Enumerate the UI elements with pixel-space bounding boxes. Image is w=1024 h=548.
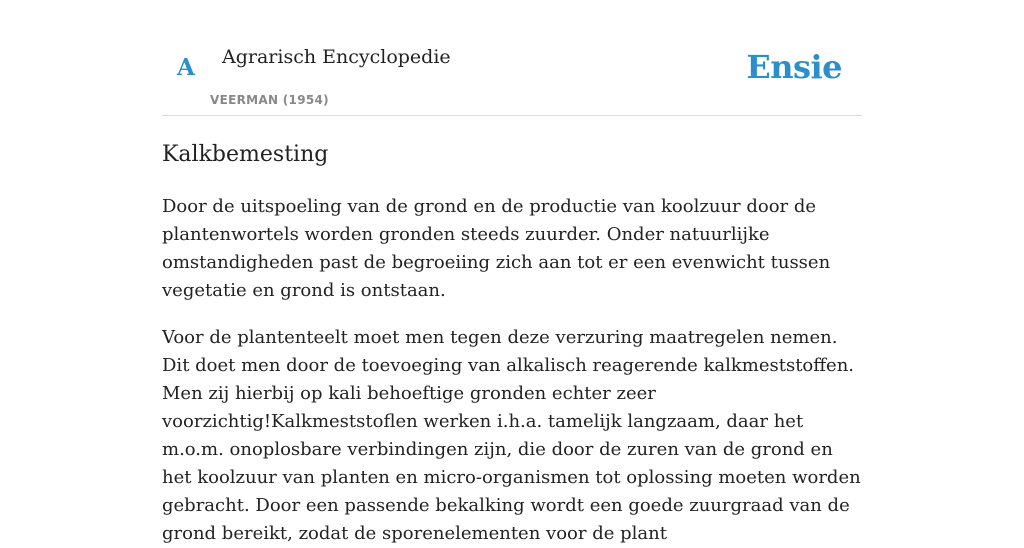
article-paragraph-2: Voor de plantenteelt moet men tegen deze verzuring maatregelen nemen. Dit doet men door de toevoeging van alkalisch reagerende kalkmeststoffen. Men zij hierbij op kali behoeftige gronden echter zeer voorzichtig!Kalkmeststoflen werken i.h.a. tamelijk langzaam, daar het m.o.m. onoplosbare verbindingen zijn, die door de zuren van de grond en het koolzuur van planten en micro-organismen tot oplossing moeten worden gebracht. Door een passende bekalking wordt een goede zuurgraad van de grond bereikt, zodat de sporenelementen voor de plant xyxy=(162,327,861,545)
letter-index-link[interactable]: A xyxy=(177,54,195,81)
encyclopedia-title-link[interactable]: Agrarisch Encyclopedie xyxy=(222,46,451,68)
header xyxy=(162,0,862,116)
content-container xyxy=(162,0,862,548)
article-paragraph-1: Door de uitspoeling van de grond en de productie van koolzuur door de plantenwortels worden gronden steeds zuurder. Onder natuurlijke omstandigheden past de begroeiing zich aan tot er een evenwicht tussen vegetatie en grond is ontstaan. xyxy=(162,196,831,302)
brand-logo[interactable]: Ensie xyxy=(746,48,842,86)
source-label: VEERMAN (1954) xyxy=(210,93,329,107)
article-title: Kalkbemesting xyxy=(162,142,329,167)
